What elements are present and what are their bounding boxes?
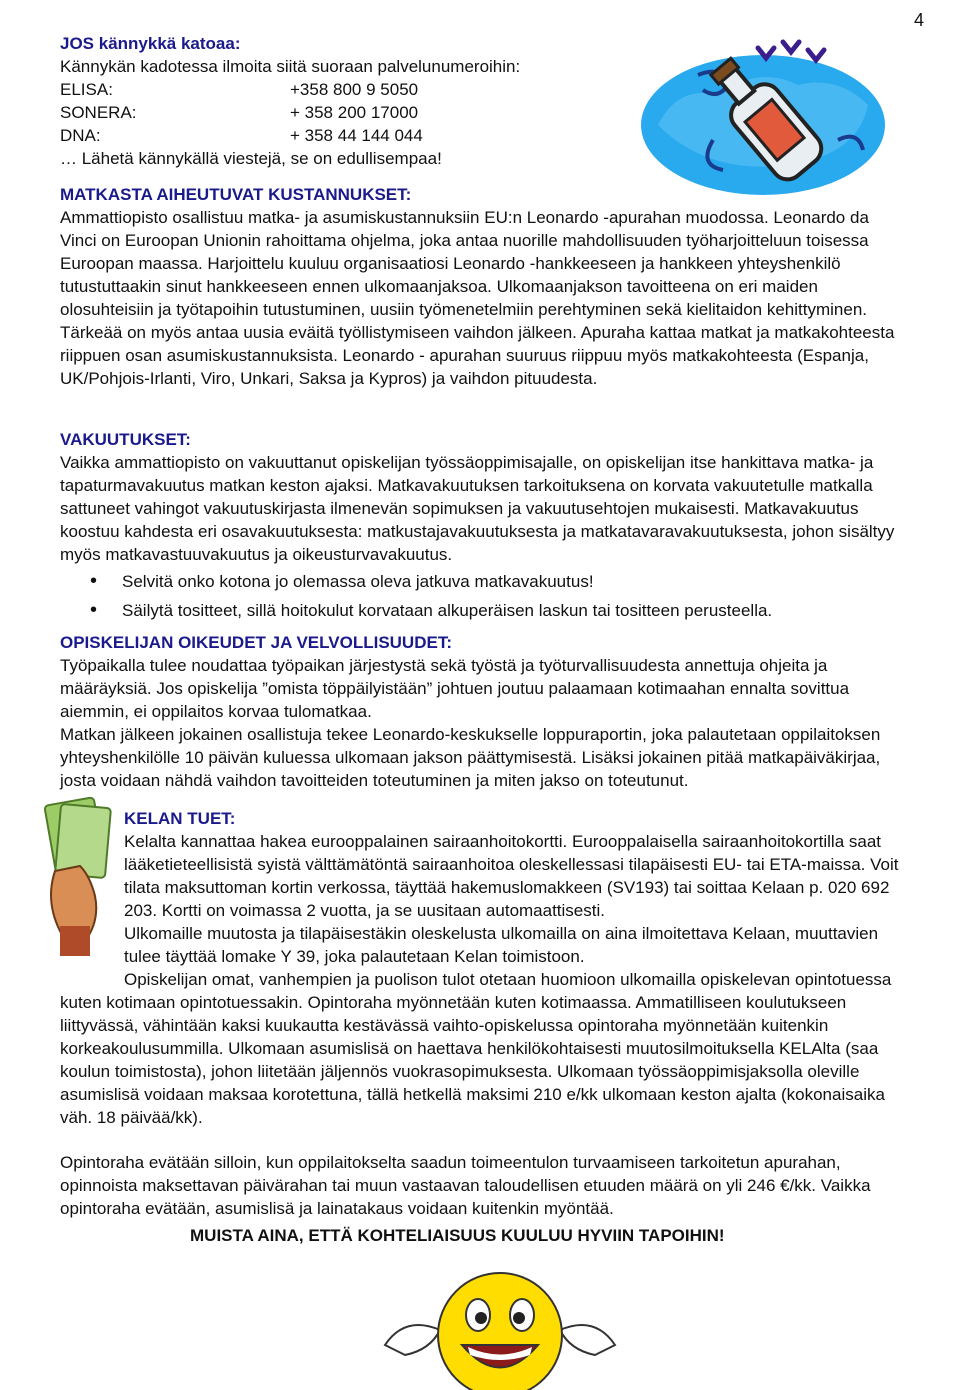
rights-para-2: Matkan jälkeen jokainen osallistuja tekee Leonardo-keskukselle loppuraportin, joka palautetaan oppilaitoksen yhteyshenkilölle 10 päivän kuluessa ulkomaan jakson päättymisestä. Lisäksi jokainen pitää matkapäiväkirjaa, josta voidaan nähdä vaihdon tavoitteiden toteutuminen ja miten jakso on toteutunut. <box>60 725 881 790</box>
closing-note: MUISTA AINA, ETTÄ KOHTELIAISUUS KUULUU HYVIIN TAPOIHIN! <box>190 1226 725 1245</box>
rights-para-1: Työpaikalla tulee noudattaa työpaikan järjestystä sekä työstä ja työturvallisuudesta annettuja ohjeita ja määräyksiä. Jos opiskelija ”omista töppäilyistään” johtuen joutuu palaamaan kotimaahan ennalta sovittua aiemmin, ei oppilaitos korvaa tulomatkaa. <box>60 656 850 721</box>
kela-para-2: Ulkomaille muutosta ja tilapäisestäkin oleskelusta ulkomailla on aina ilmoitettava Kelaan, muuttavien tulee täyttää lomake Y 39, joka palautetaan Kelan toimistoon. <box>124 924 879 966</box>
kela-header-block <box>60 807 910 968</box>
travel-costs-title: MATKASTA AIHEUTUVAT KUSTANNUKSET: <box>60 185 412 204</box>
rights-title: OPISKELIJAN OIKEUDET JA VELVOLLISUUDET: <box>60 633 452 652</box>
operator-number: + 358 44 144 044 <box>290 126 423 145</box>
insurance-title: VAKUUTUKSET: <box>60 430 191 449</box>
lost-phone-intro: Kännykän kadotessa ilmoita siitä suoraan palvelunumeroihin: <box>60 57 521 76</box>
operator-name: SONERA: <box>60 103 137 122</box>
list-item: • Selvitä onko kotona jo olemassa oleva jatkuva matkavakuutus! <box>60 570 910 593</box>
kela-para-4: Opintoraha evätään silloin, kun oppilaitokselta saadun toimeentulon turvaamiseen tarkoitetun apurahan, opinnoista maksettavan päivärahan tai muun vastaavan taloudellisen etuuden määrä on yli 246 €/kk. Vaikka opintoraha evätään, asumislisä ja lainatakaus voidaan kuitenkin myöntää. <box>60 1153 871 1218</box>
insurance-text: Vaikka ammattiopisto on vakuuttanut opiskelijan työssäoppimisajalle, on opiskelijan itse hankittava matka- ja tapaturmavakuutus matkan keston ajaksi. Matkavakuutuksen tarkoituksena on korvata vakuutetulle matkalla sattuneet vahingot vakuutuskirjasta ilmenevän sopimuksen ja vakuutusehtojen mukaisesti. Matkavakuutus koostuu kahdesta eri osavakuutuksesta: matkustajavakuutuksesta ja matkatavaravakuutuksesta, johon sisältyy myös matkavastuuvakuutus ja oikeusturvavakuutus. <box>60 453 895 564</box>
message-in-bottle-icon <box>638 30 888 205</box>
kela-para-1: Kelalta kannattaa hakea eurooppalainen sairaanhoitokortti. Eurooppalaisella sairaanhoitokortilla saat lääketieteellisistä syistä välttämätöntä sairaanhoitoa oleskellessasi tilapäisesti EU- tai ETA-maissa. Voit tilata maksuttoman kortin verkossa, täyttää hakemuslomakkeen (SV193) tai soittaa Kelaan p. 020 692 203. Kortti on voimassa 2 vuotta, ja se uusitaan automaattisesti. <box>124 832 899 920</box>
operator-number: +358 800 9 5050 <box>290 80 419 99</box>
kela-title: KELAN TUET: <box>124 809 236 828</box>
rights-section <box>60 631 910 792</box>
lost-phone-tip: … Lähetä kännykällä viestejä, se on edullisempaa! <box>60 149 442 168</box>
operator-row <box>60 78 620 101</box>
kela-para-3: Opiskelijan omat, vanhempien ja puolison tulot otetaan huomioon ulkomailla opiskelevan opintotuessa kuten kotimaan opintotuessakin. Opintoraha myönnetään kuten kotimaassa. Ammatilliseen koulutukseen liittyvässä, vähintään kaksi kuukautta kestävässä vaihto-opiskelussa opintoraha myönnetään kuitenkin korkeakoulusummilla. Ulkomaan asumislisä on haettava henkilökohtaisesti muutosilmoituksella KELAlta (saa koulun toimistosta), johon liitetään jäljennös vuokrasopimuksesta. Ulkomaan työssäoppimisjaksolla oleville asumislisä voidaan maksaa korotettuna, tällä hetkellä maksimi 210 e/kk ulkomaan keston ajalta (kokonaisaika väh. 18 päivää/kk). <box>60 970 892 1127</box>
lost-phone-title: JOS kännykkä katoaa: <box>60 34 241 53</box>
operator-row <box>60 101 620 124</box>
operator-row <box>60 124 620 147</box>
kela-section <box>60 807 910 1220</box>
travel-costs-section <box>60 183 910 390</box>
operator-name: ELISA: <box>60 80 113 99</box>
operator-name: DNA: <box>60 126 101 145</box>
smiley-face-icon <box>380 1250 620 1390</box>
operator-number: + 358 200 17000 <box>290 103 419 122</box>
list-item: • Säilytä tositteet, sillä hoitokulut korvataan alkuperäisen laskun tai tositteen perusteella. <box>60 599 910 622</box>
travel-costs-text: Ammattiopisto osallistuu matka- ja asumiskustannuksiin EU:n Leonardo -apurahan muodossa. Leonardo da Vinci on Euroopan Unionin rahoittama ohjelma, joka antaa nuorille mahdollisuuden työharjoitteluun toisessa Euroopan maassa. Harjoittelu kuuluu organisaatiosi Leonardo -hankkeeseen ja hankkeen yhteyshenkilö tutustuttaakin sinut hankkeeseen ennen ulkomaanjaksoa. Ulkomaanjakson tavoitteena on eri maiden olosuhteisiin ja työtapoihin tutustuminen, uusiin työmenetelmiin perehtyminen sekä kielitaidon kehittyminen. Tärkeää on myös antaa uusia eväitä työllistymiseen vaihdon jälkeen. Apuraha kattaa matkat ja matkakohteesta riippuen osan asumiskustannuksista. Leonardo - apurahan suuruus riippuu myös matkakohteesta (Espanja, UK/Pohjois-Irlanti, Viro, Unkari, Saksa ja Kypros) ja vaihdon pituudesta. <box>60 208 895 388</box>
lost-phone-section <box>60 32 620 170</box>
page-number: 4 <box>913 10 924 30</box>
insurance-bullets <box>60 570 910 622</box>
insurance-section <box>60 428 910 628</box>
